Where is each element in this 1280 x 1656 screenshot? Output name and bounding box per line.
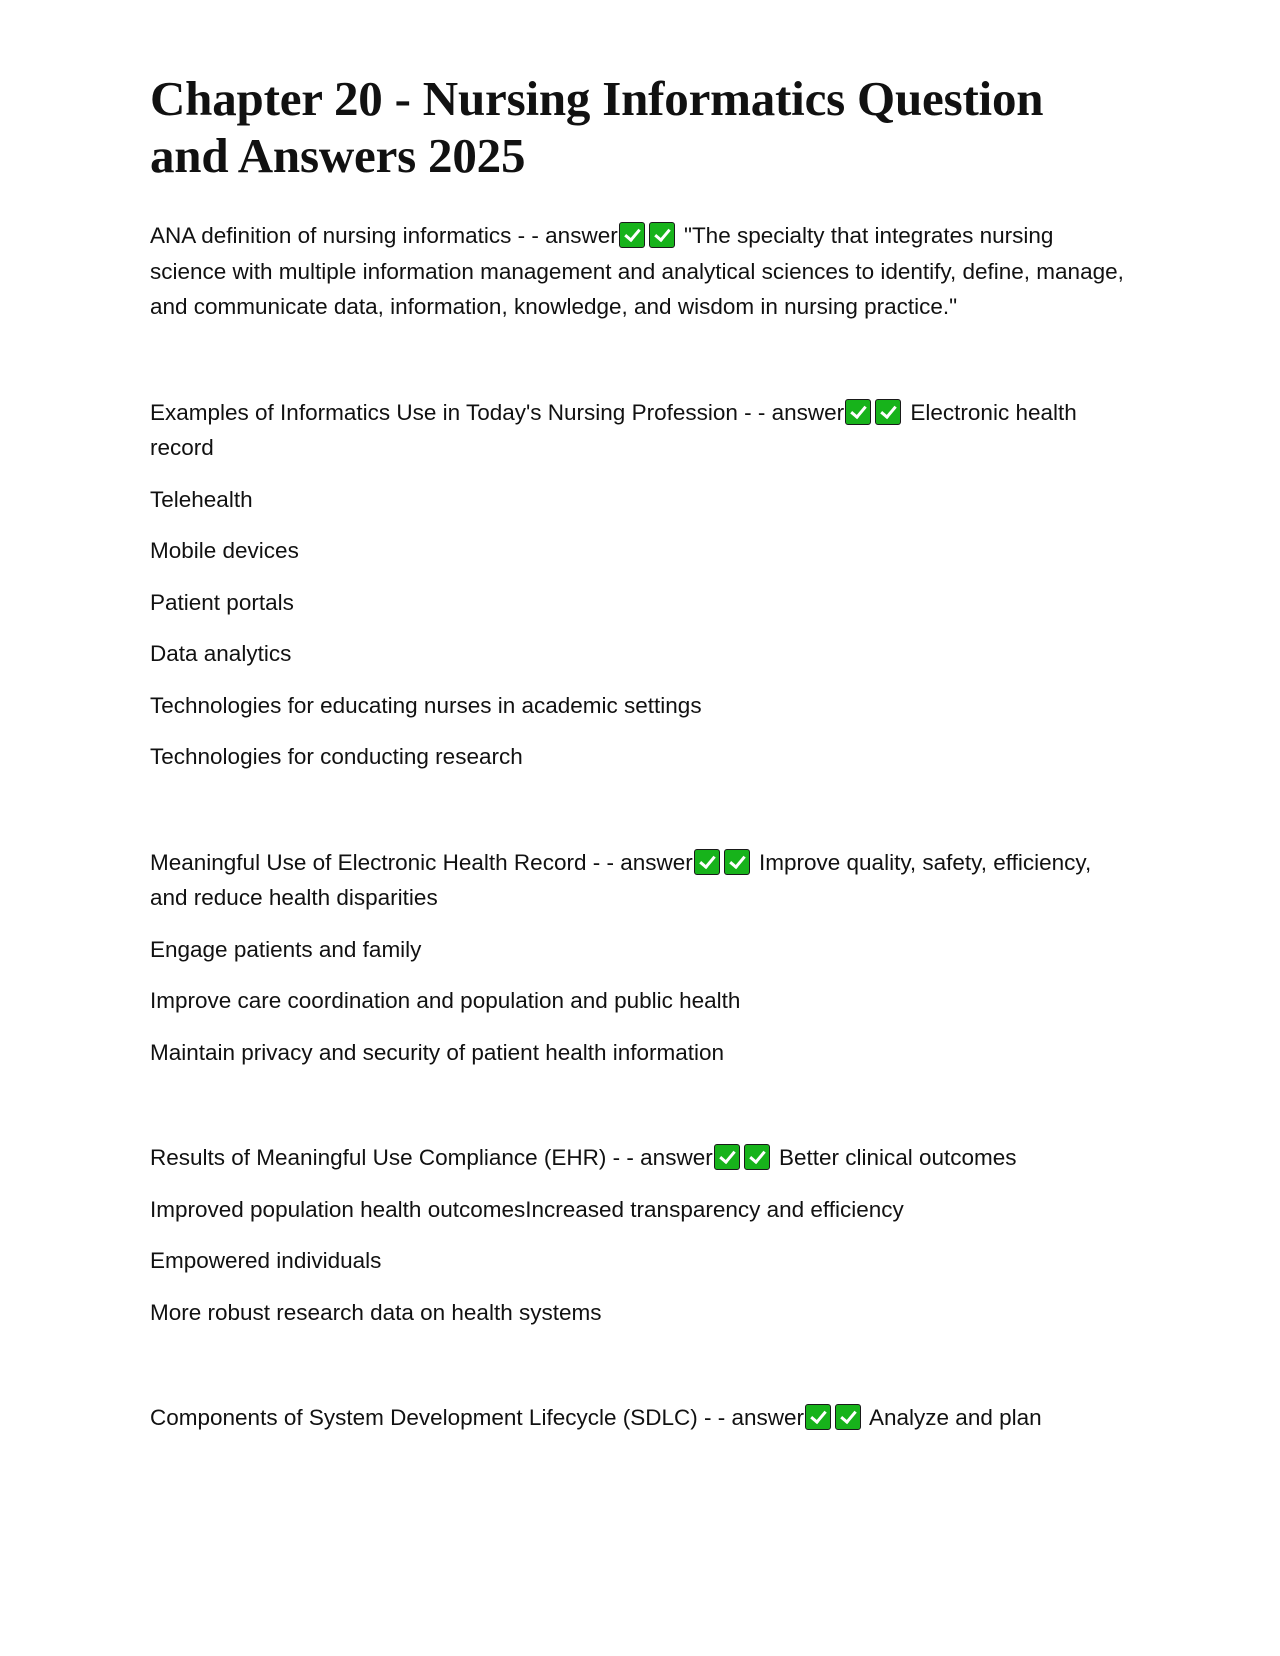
check-mark-icon (619, 222, 645, 248)
qa-question-line (150, 218, 1130, 325)
check-mark-icon (724, 849, 750, 875)
list-item: Empowered individuals (150, 1248, 382, 1273)
document-page (150, 70, 1130, 1436)
qa-question-line (150, 1400, 1130, 1436)
check-mark-icon (744, 1144, 770, 1170)
question-text: Components of System Development Lifecycle (SDLC) - - answer (150, 1405, 804, 1430)
qa-question-line (150, 1140, 1130, 1176)
question-text: Meaningful Use of Electronic Health Record - - answer (150, 849, 693, 875)
section-spacer (150, 1330, 1130, 1400)
qa-question-line (150, 845, 1130, 916)
list-item: Technologies for educating nurses in academic settings (150, 692, 702, 718)
list-item: More robust research data on health systems (150, 1299, 602, 1325)
check-mark-icon (845, 399, 871, 425)
answer-text: Improve quality, safety, efficiency, and reduce health disparities (150, 849, 1092, 910)
answer-checkmarks (618, 223, 678, 248)
section-spacer (150, 325, 1130, 395)
check-mark-icon (714, 1144, 740, 1170)
qa-section (150, 395, 1130, 775)
qa-section (150, 845, 1130, 1071)
answer-checkmarks (693, 850, 753, 875)
document-body (150, 218, 1130, 1436)
qa-section (150, 218, 1130, 325)
check-mark-icon (805, 1404, 831, 1430)
list-item: Engage patients and family (150, 936, 422, 962)
section-spacer (150, 1070, 1130, 1140)
question-text: ANA definition of nursing informatics - - answer (150, 223, 618, 248)
qa-section (150, 1140, 1130, 1330)
qa-section (150, 1400, 1130, 1436)
answer-checkmarks (804, 1405, 864, 1430)
question-text: Results of Meaningful Use Compliance (EHR) - - answer (150, 1145, 713, 1170)
list-item: Improve care coordination and population and public health (150, 988, 741, 1013)
question-text: Examples of Informatics Use in Today's Nursing Profession - - answer (150, 399, 845, 425)
check-mark-icon (649, 222, 675, 248)
qa-question-line (150, 395, 1130, 466)
check-mark-icon (694, 849, 720, 875)
list-item: Mobile devices (150, 538, 299, 563)
answer-text: "The specialty that integrates nursing science with multiple information management and analytical sciences to identify, define, manage, and communicate data, information, knowledge, and wisdom in nursing practice." (150, 223, 1124, 319)
list-item: Patient portals (150, 589, 294, 615)
document-title: Chapter 20 - Nursing Informatics Question and Answers 2025 (150, 71, 1044, 183)
list-item: Technologies for conducting research (150, 744, 523, 769)
check-mark-icon (875, 399, 901, 425)
list-item: Improved population health outcomesIncreased transparency and efficiency (150, 1196, 904, 1222)
answer-text: Electronic health record (150, 399, 1077, 460)
list-item: Telehealth (150, 486, 253, 512)
check-mark-icon (835, 1404, 861, 1430)
list-item: Maintain privacy and security of patient health information (150, 1039, 725, 1065)
list-item: Data analytics (150, 641, 292, 666)
answer-checkmarks (713, 1145, 773, 1170)
section-spacer (150, 775, 1130, 845)
answer-text: Analyze and plan (864, 1405, 1042, 1430)
answer-text: Better clinical outcomes (772, 1145, 1017, 1170)
answer-checkmarks (844, 400, 904, 425)
